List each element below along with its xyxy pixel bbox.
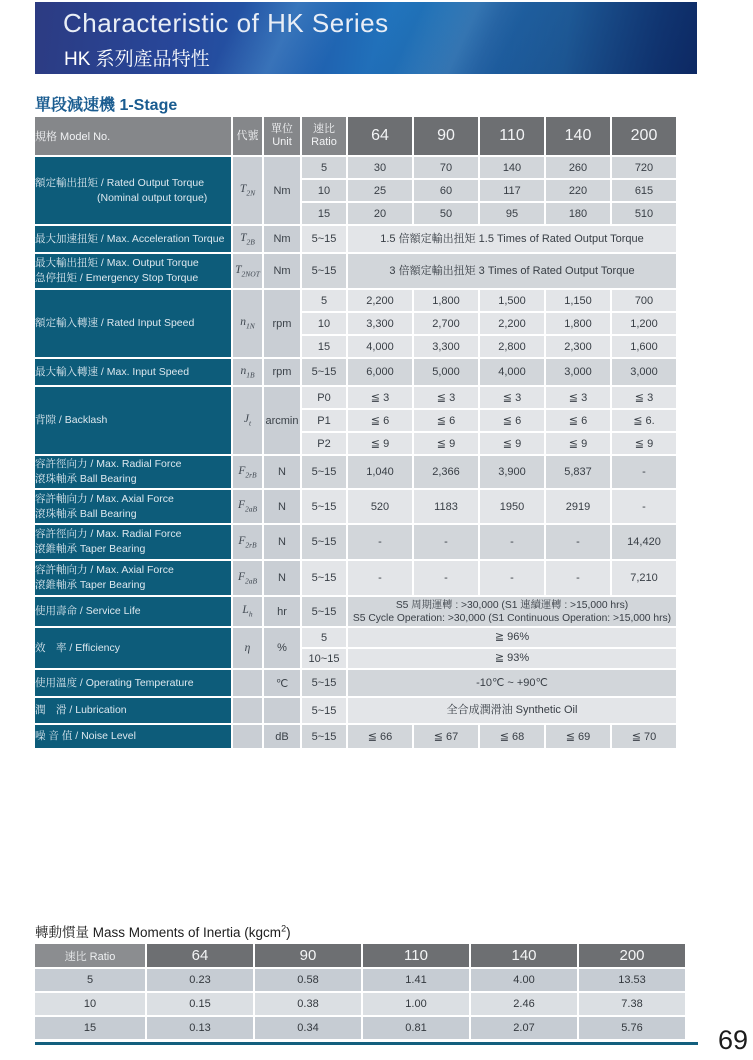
spec-symbol-cell: $n_{1B}$ (233, 359, 262, 385)
spec-value-cell: 7,210 (612, 561, 676, 595)
spec-value-cell: 2,200 (480, 313, 544, 334)
spec-ratio-cell: 10~15 (302, 649, 346, 668)
spec-value-cell: ≦ 9 (612, 433, 676, 454)
inertia-value-cell: 2.07 (471, 1017, 577, 1039)
inertia-value-cell: 4.00 (471, 969, 577, 991)
spec-label-cell: 額定輸入轉速 / Rated Input Speed (35, 290, 231, 357)
spec-value-cell: 60 (414, 180, 478, 201)
spec-ratio-cell: 5~15 (302, 597, 346, 626)
inertia-title-text: 轉動慣量 Mass Moments of Inertia (kgcm (35, 925, 282, 940)
spec-value-cell: ≦ 9 (348, 433, 412, 454)
spec-value-cell: 1183 (414, 490, 478, 523)
spec-ratio-cell: 10 (302, 313, 346, 334)
spec-header-size: 200 (612, 117, 676, 155)
spec-ratio-cell: 5~15 (302, 226, 346, 252)
spec-value-cell: - (612, 456, 676, 488)
spec-value-cell: 20 (348, 203, 412, 224)
spec-ratio-cell: 5~15 (302, 490, 346, 523)
spec-ratio-cell: 5~15 (302, 670, 346, 696)
spec-label-cell: 容許軸向力 / Max. Axial Force 滾珠軸承 Ball Bearing (35, 490, 231, 523)
spec-header-model: 規格 Model No. (35, 117, 231, 155)
inertia-table (33, 942, 687, 1041)
spec-value-cell: 2,700 (414, 313, 478, 334)
spec-value-cell: 5,837 (546, 456, 610, 488)
spec-value-cell: ≦ 6 (480, 410, 544, 431)
spec-ratio-cell: 5~15 (302, 456, 346, 488)
spec-header-symbol: 代號 (233, 117, 262, 155)
spec-value-cell: 220 (546, 180, 610, 201)
spec-value-cell: - (612, 490, 676, 523)
spec-value-cell: - (546, 525, 610, 559)
spec-symbol-cell: $T_{2NOT}$ (233, 254, 262, 288)
spec-value-cell: - (546, 561, 610, 595)
section-title-1-stage: 單段減速機 1-Stage (35, 97, 178, 114)
spec-unit-cell: dB (264, 725, 300, 748)
spec-value-cell: 2,366 (414, 456, 478, 488)
spec-value-cell: 4,000 (480, 359, 544, 385)
inertia-value-cell: 0.15 (147, 993, 253, 1015)
spec-value-cell: ≦ 67 (414, 725, 478, 748)
spec-value-cell: 30 (348, 157, 412, 178)
spec-value-cell: ≦ 6. (612, 410, 676, 431)
spec-ratio-cell: 5 (302, 628, 346, 647)
spec-unit-cell: N (264, 525, 300, 559)
spec-value-cell: ≦ 9 (414, 433, 478, 454)
inertia-header-ratio: 速比 Ratio (35, 944, 145, 967)
spec-value-cell: 50 (414, 203, 478, 224)
spec-value-cell: 2,800 (480, 336, 544, 357)
spec-label-cell: 最大輸入轉速 / Max. Input Speed (35, 359, 231, 385)
inertia-value-cell: 13.53 (579, 969, 685, 991)
spec-value-cell: 2919 (546, 490, 610, 523)
spec-value-cell: 510 (612, 203, 676, 224)
spec-unit-cell: Nm (264, 254, 300, 288)
spec-value-cell: 2,300 (546, 336, 610, 357)
spec-value-cell: 180 (546, 203, 610, 224)
spec-label-cell: 潤 滑 / Lubrication (35, 698, 231, 723)
spec-ratio-cell: 10 (302, 180, 346, 201)
inertia-value-cell: 0.81 (363, 1017, 469, 1039)
spec-ratio-cell: 15 (302, 336, 346, 357)
spec-value-cell: ≦ 66 (348, 725, 412, 748)
footer-rule (35, 1042, 698, 1045)
spec-header-size: 110 (480, 117, 544, 155)
spec-symbol-cell: $n_{1N}$ (233, 290, 262, 357)
section-title-inertia (35, 921, 291, 941)
spec-unit-cell: arcmin (264, 387, 300, 454)
spec-unit-cell: ℃ (264, 670, 300, 696)
spec-value-cell: 2,200 (348, 290, 412, 311)
spec-value-cell: 6,000 (348, 359, 412, 385)
spec-symbol-cell (233, 725, 262, 748)
spec-span-cell: ≧ 93% (348, 649, 676, 668)
spec-value-cell: 1,040 (348, 456, 412, 488)
spec-symbol-cell: $F_{2rB}$ (233, 456, 262, 488)
spec-value-cell: - (414, 561, 478, 595)
spec-value-cell: 260 (546, 157, 610, 178)
spec-value-cell: 1,800 (546, 313, 610, 334)
spec-value-cell: ≦ 9 (480, 433, 544, 454)
inertia-ratio-cell: 10 (35, 993, 145, 1015)
spec-value-cell: 1,500 (480, 290, 544, 311)
spec-span-cell: 3 倍額定輸出扭矩 3 Times of Rated Output Torque (348, 254, 676, 288)
inertia-value-cell: 0.13 (147, 1017, 253, 1039)
spec-value-cell: 95 (480, 203, 544, 224)
spec-unit-cell: N (264, 456, 300, 488)
spec-ratio-cell: 5 (302, 290, 346, 311)
spec-label-cell: 使用溫度 / Operating Temperature (35, 670, 231, 696)
spec-symbol-cell: $L_h$ (233, 597, 262, 626)
spec-value-cell: 5,000 (414, 359, 478, 385)
spec-value-cell: 3,300 (414, 336, 478, 357)
inertia-value-cell: 1.00 (363, 993, 469, 1015)
spec-span-cell: 1.5 倍額定輸出扭矩 1.5 Times of Rated Output Torque (348, 226, 676, 252)
spec-unit-cell: N (264, 561, 300, 595)
spec-value-cell: 117 (480, 180, 544, 201)
spec-label-cell: 使用壽命 / Service Life (35, 597, 231, 626)
spec-label-cell: 最大加速扭矩 / Max. Acceleration Torque (35, 226, 231, 252)
spec-ratio-cell: 15 (302, 203, 346, 224)
spec-span-cell: -10℃ ~ +90℃ (348, 670, 676, 696)
spec-value-cell: ≦ 3 (612, 387, 676, 408)
spec-label-cell: 額定輸出扭矩 / Rated Output Torque (Nominal output torque) (35, 157, 231, 224)
spec-value-cell: 1,200 (612, 313, 676, 334)
spec-header-size: 90 (414, 117, 478, 155)
spec-ratio-cell: 5~15 (302, 698, 346, 723)
spec-value-cell: ≦ 3 (546, 387, 610, 408)
spec-ratio-cell: 5~15 (302, 525, 346, 559)
spec-symbol-cell: $T_{2B}$ (233, 226, 262, 252)
spec-label-cell: 容許徑向力 / Max. Radial Force 滾錐軸承 Taper Bearing (35, 525, 231, 559)
inertia-value-cell: 1.41 (363, 969, 469, 991)
spec-value-cell: ≦ 6 (348, 410, 412, 431)
inertia-value-cell: 0.38 (255, 993, 361, 1015)
spec-label-cell: 背隙 / Backlash (35, 387, 231, 454)
inertia-value-cell: 0.34 (255, 1017, 361, 1039)
spec-ratio-cell: 5~15 (302, 561, 346, 595)
spec-value-cell: ≦ 6 (546, 410, 610, 431)
spec-value-cell: 70 (414, 157, 478, 178)
spec-value-cell: 3,300 (348, 313, 412, 334)
inertia-title-close: ) (286, 925, 291, 940)
inertia-header-size: 200 (579, 944, 685, 967)
page-subtitle: HK 系列產品特性 (64, 49, 210, 70)
inertia-header-size: 140 (471, 944, 577, 967)
spec-label-cell: 容許軸向力 / Max. Axial Force 滾錐軸承 Taper Bearing (35, 561, 231, 595)
spec-value-cell: 140 (480, 157, 544, 178)
spec-value-cell: - (348, 561, 412, 595)
inertia-ratio-cell: 15 (35, 1017, 145, 1039)
spec-label-cell: 效 率 / Efficiency (35, 628, 231, 668)
spec-symbol-cell: $F_{2aB}$ (233, 561, 262, 595)
spec-value-cell: - (414, 525, 478, 559)
spec-header-size: 64 (348, 117, 412, 155)
spec-symbol-cell: $F_{2aB}$ (233, 490, 262, 523)
stage-spec-table (33, 115, 678, 750)
spec-value-cell: ≦ 68 (480, 725, 544, 748)
spec-value-cell: ≦ 69 (546, 725, 610, 748)
inertia-header-size: 64 (147, 944, 253, 967)
spec-value-cell: - (480, 561, 544, 595)
page-title: Characteristic of HK Series (63, 8, 389, 38)
spec-value-cell: 1950 (480, 490, 544, 523)
inertia-title-sup: 2 (281, 923, 287, 934)
spec-value-cell: 520 (348, 490, 412, 523)
spec-unit-cell: Nm (264, 226, 300, 252)
spec-unit-cell: rpm (264, 290, 300, 357)
spec-symbol-cell: $F_{2rB}$ (233, 525, 262, 559)
spec-symbol-cell (233, 698, 262, 723)
inertia-header-size: 110 (363, 944, 469, 967)
spec-value-cell: 615 (612, 180, 676, 201)
spec-value-cell: 720 (612, 157, 676, 178)
spec-header-size: 140 (546, 117, 610, 155)
spec-value-cell: ≦ 3 (348, 387, 412, 408)
inertia-value-cell: 5.76 (579, 1017, 685, 1039)
spec-value-cell: 4,000 (348, 336, 412, 357)
spec-label-cell: 噪 音 值 / Noise Level (35, 725, 231, 748)
spec-unit-cell: N (264, 490, 300, 523)
spec-header-ratio: 速比 Ratio (302, 117, 346, 155)
spec-value-cell: ≦ 3 (414, 387, 478, 408)
spec-unit-cell: hr (264, 597, 300, 626)
spec-symbol-cell: $J_t$ (233, 387, 262, 454)
spec-header-unit: 單位 Unit (264, 117, 300, 155)
spec-value-cell: - (348, 525, 412, 559)
spec-unit-cell (264, 698, 300, 723)
spec-ratio-cell: P1 (302, 410, 346, 431)
inertia-value-cell: 0.58 (255, 969, 361, 991)
inertia-header-size: 90 (255, 944, 361, 967)
spec-value-cell: 3,000 (612, 359, 676, 385)
spec-ratio-cell: 5 (302, 157, 346, 178)
spec-value-cell: ≦ 70 (612, 725, 676, 748)
spec-span-cell: S5 周期運轉 : >30,000 (S1 連續運轉 : >15,000 hrs) S5 Cycle Operation: >30,000 (S1 Continuous Operation: >15,000 hrs) (348, 597, 676, 626)
spec-value-cell: 1,800 (414, 290, 478, 311)
spec-value-cell: - (480, 525, 544, 559)
spec-value-cell: 3,900 (480, 456, 544, 488)
spec-value-cell: 700 (612, 290, 676, 311)
spec-ratio-cell: P2 (302, 433, 346, 454)
spec-unit-cell: rpm (264, 359, 300, 385)
spec-ratio-cell: 5~15 (302, 254, 346, 288)
spec-unit-cell: % (264, 628, 300, 668)
spec-ratio-cell: P0 (302, 387, 346, 408)
spec-symbol-cell (233, 670, 262, 696)
spec-label-cell: 最大輸出扭矩 / Max. Output Torque 急停扭矩 / Emergency Stop Torque (35, 254, 231, 288)
inertia-value-cell: 2.46 (471, 993, 577, 1015)
inertia-ratio-cell: 5 (35, 969, 145, 991)
spec-label-cell: 容許徑向力 / Max. Radial Force 滾珠軸承 Ball Bearing (35, 456, 231, 488)
spec-value-cell: 1,600 (612, 336, 676, 357)
spec-symbol-cell: $T_{2N}$ (233, 157, 262, 224)
inertia-value-cell: 0.23 (147, 969, 253, 991)
spec-span-cell: ≧ 96% (348, 628, 676, 647)
spec-ratio-cell: 5~15 (302, 725, 346, 748)
inertia-value-cell: 7.38 (579, 993, 685, 1015)
spec-value-cell: 25 (348, 180, 412, 201)
spec-value-cell: 14,420 (612, 525, 676, 559)
spec-value-cell: 3,000 (546, 359, 610, 385)
spec-value-cell: 1,150 (546, 290, 610, 311)
spec-value-cell: ≦ 9 (546, 433, 610, 454)
spec-value-cell: ≦ 6 (414, 410, 478, 431)
spec-symbol-cell: η (233, 628, 262, 668)
page-number: 69 (717, 1025, 748, 1055)
spec-ratio-cell: 5~15 (302, 359, 346, 385)
spec-span-cell: 全合成潤滑油 Synthetic Oil (348, 698, 676, 723)
spec-unit-cell: Nm (264, 157, 300, 224)
header-banner (35, 2, 697, 74)
spec-value-cell: ≦ 3 (480, 387, 544, 408)
